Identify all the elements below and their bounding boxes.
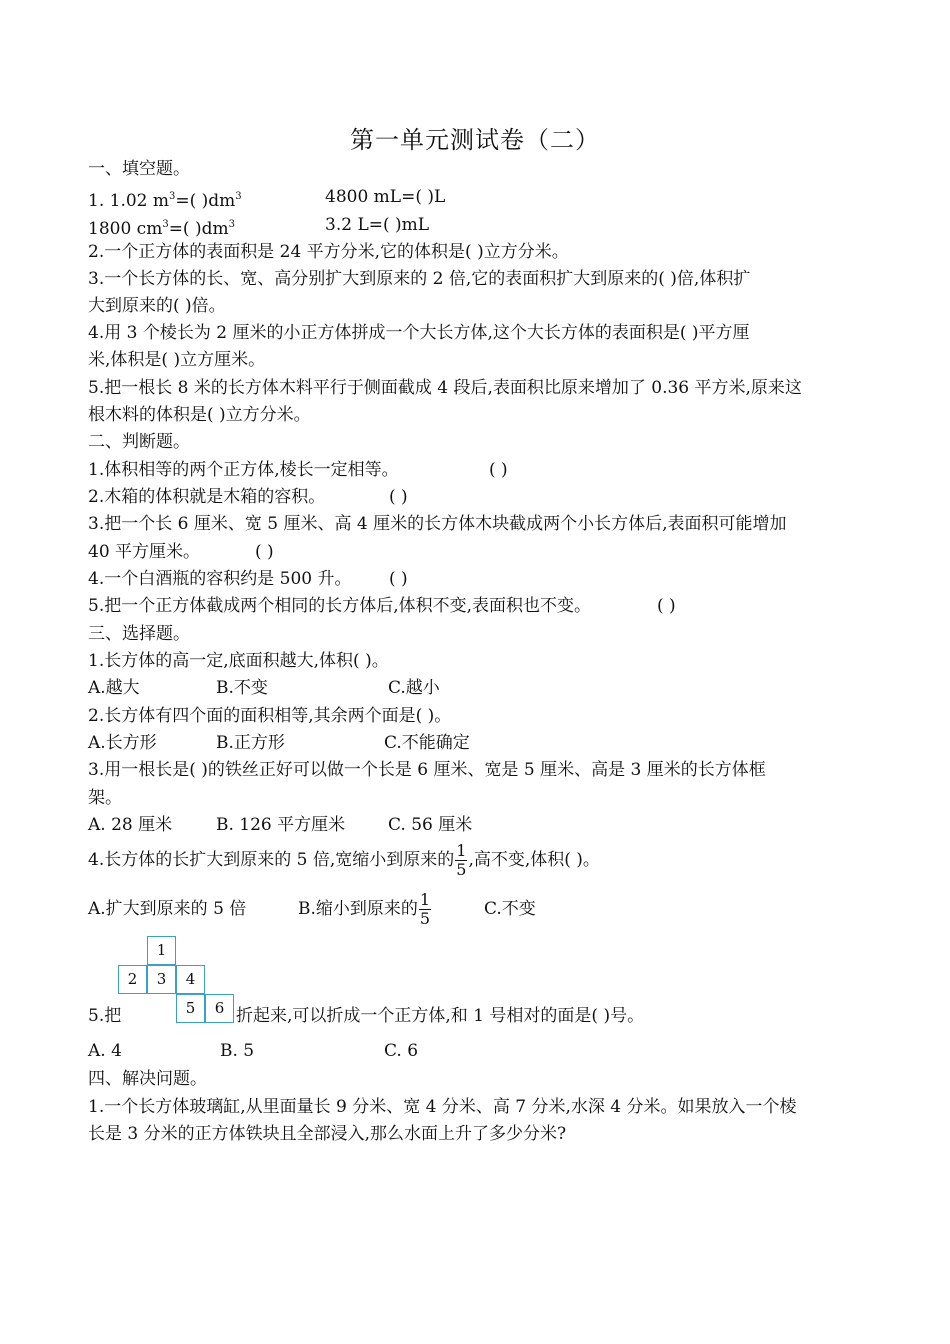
fill-q1-row2 [88,214,235,240]
fill-q1a-sup: 3 [169,191,176,202]
section-heading-judge: 二、判断题。 [88,432,190,452]
fill-q1-row1 [88,186,242,212]
choice-q2: 2.长方体有四个面的面积相等,其余两个面是( )。 [88,706,452,726]
choice-q4-pre: 4.长方体的长扩大到原来的 5 倍,宽缩小到原来的 [88,850,455,870]
choice-q4 [88,840,600,880]
judge-q1-paren: ( ) [489,460,508,480]
choice-q4-option-a: A.扩大到原来的 5 倍 [88,899,247,919]
fraction-denominator: 5 [456,860,467,879]
section-heading-solve: 四、解决问题。 [88,1069,207,1089]
fill-q1a-text-b: =( )dm [175,191,236,211]
judge-q3-line1: 3.把一个长 6 厘米、宽 5 厘米、高 4 厘米的长方体木块截成两个小长方体后,表面积可能增加 [88,514,787,534]
judge-q5: 5.把一个正方体截成两个相同的长方体后,体积不变,表面积也不变。 [88,596,592,616]
fill-q1c-sup: 3 [162,219,169,230]
choice-q4-option-b [298,889,432,929]
choice-q4-option-b-text: B.缩小到原来的 [298,899,418,919]
fraction-numerator: 1 [456,841,467,860]
fill-q1a-sup2: 3 [235,191,242,202]
fill-q1b: 4800 mL=( )L [325,187,446,207]
fill-q4-line1: 4.用 3 个棱长为 2 厘米的小正方体拼成一个大长方体,这个大长方体的表面积是( )平方厘 [88,323,750,343]
choice-q4-post: ,高不变,体积( )。 [468,850,600,870]
net-face-1: 1 [147,936,176,965]
section-heading-fill: 一、填空题。 [88,159,190,179]
cube-net-figure [118,936,238,1024]
choice-q1-option-b: B.不变 [216,678,268,698]
choice-q4-option-c: C.不变 [484,899,536,919]
fill-q1a-text: 1. 1.02 m [88,191,169,211]
choice-q5-pre: 5.把 [88,1006,122,1026]
fraction-numerator: 1 [419,890,431,909]
judge-q2: 2.木箱的体积就是木箱的容积。 [88,487,326,507]
judge-q4-paren: ( ) [389,569,408,589]
judge-q1: 1.体积相等的两个正方体,棱长一定相等。 [88,460,399,480]
fill-q5-line1: 5.把一根长 8 米的长方体木料平行于侧面截成 4 段后,表面积比原来增加了 0.36 平方米,原来这 [88,378,802,398]
judge-q5-paren: ( ) [657,596,676,616]
fill-q1c-text: 1800 cm [88,219,163,239]
judge-q4: 4.一个白酒瓶的容积约是 500 升。 [88,569,352,589]
choice-q3-line1: 3.用一根长是( )的铁丝正好可以做一个长是 6 厘米、宽是 5 厘米、高是 3 厘米的长方体框 [88,760,766,780]
choice-q3-option-b: B. 126 平方厘米 [216,815,346,835]
choice-q1-option-c: C.越小 [388,678,440,698]
choice-q2-option-c: C.不能确定 [384,733,470,753]
fill-q4-line2: 米,体积是( )立方厘米。 [88,350,266,370]
solve-q1-line1: 1.一个长方体玻璃缸,从里面量长 9 分米、宽 4 分米、高 7 分米,水深 4 分米。如果放入一个棱 [88,1097,797,1117]
judge-q3-paren: ( ) [255,542,274,562]
judge-q2-paren: ( ) [389,487,408,507]
section-heading-choice: 三、选择题。 [88,624,190,644]
fill-q1d: 3.2 L=( )mL [325,215,430,235]
net-face-3: 3 [147,965,176,994]
choice-q3-line2: 架。 [88,788,122,808]
choice-q2-option-a: A.长方形 [88,733,157,753]
solve-q1-line2: 长是 3 分米的正方体铁块且全部浸入,那么水面上升了多少分米? [88,1124,567,1144]
choice-q3-option-a: A. 28 厘米 [88,815,173,835]
choice-q5-option-c: C. 6 [384,1041,419,1061]
net-face-5: 5 [176,994,205,1023]
page-title: 第一单元测试卷（二） [350,126,600,154]
fill-q3-line2: 大到原来的( )倍。 [88,296,226,316]
fraction-one-fifth-option [419,891,431,928]
choice-q5-post: 折起来,可以折成一个正方体,和 1 号相对的面是( )号。 [236,1006,645,1026]
fraction-denominator: 5 [419,909,431,928]
fraction-one-fifth [455,842,467,879]
judge-q3-line2: 40 平方厘米。 [88,542,201,562]
fill-q3-line1: 3.一个长方体的长、宽、高分别扩大到原来的 2 倍,它的表面积扩大到原来的( )倍,体积扩 [88,269,751,289]
choice-q5-option-a: A. 4 [88,1041,122,1061]
net-face-2: 2 [118,965,147,994]
choice-q5-option-b: B. 5 [220,1041,255,1061]
choice-q3-option-c: C. 56 厘米 [388,815,473,835]
fill-q2: 2.一个正方体的表面积是 24 平方分米,它的体积是( )立方分米。 [88,242,569,262]
fill-q1c-sup2: 3 [228,219,235,230]
fill-q1c-text-b: =( )dm [168,219,229,239]
net-face-4: 4 [176,965,205,994]
fill-q5-line2: 根木料的体积是( )立方分米。 [88,405,311,425]
choice-q1: 1.长方体的高一定,底面积越大,体积( )。 [88,651,389,671]
net-face-6: 6 [205,994,234,1023]
choice-q2-option-b: B.正方形 [216,733,285,753]
choice-q1-option-a: A.越大 [88,678,140,698]
